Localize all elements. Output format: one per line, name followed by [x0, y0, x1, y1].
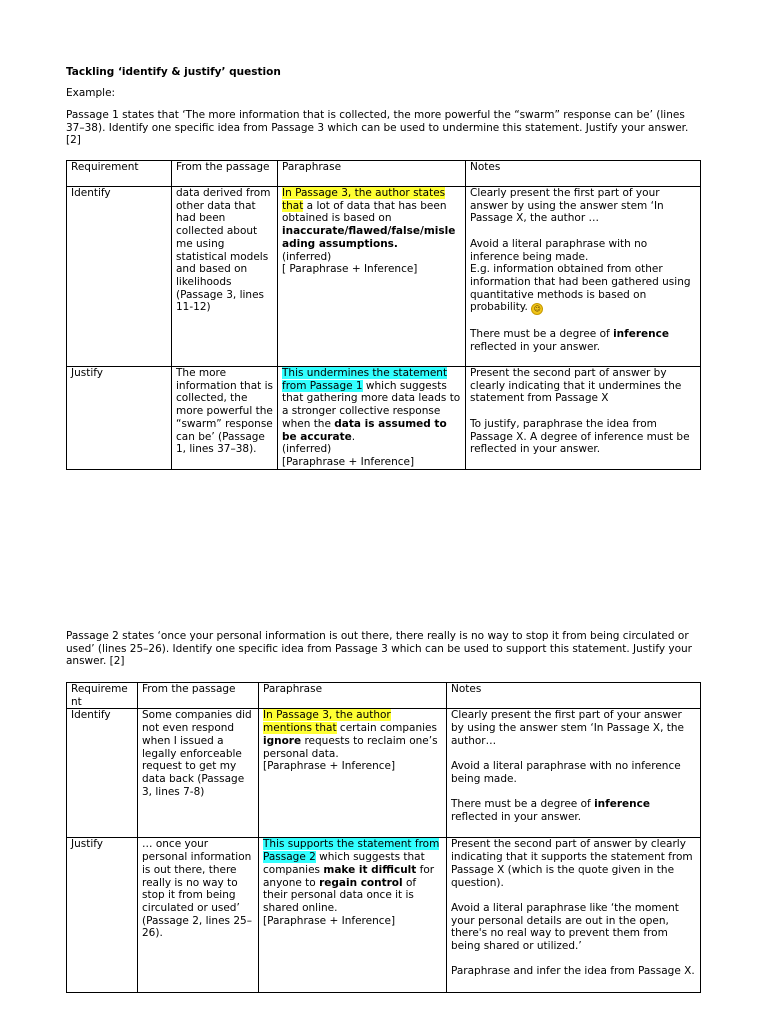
- notes-line: Present the second part of answer by clearly indicating that it undermines the statement from Passage X: [470, 367, 682, 405]
- bold-text: inaccurate/flawed/false/misleading assumptions.: [282, 225, 456, 250]
- notes-line: [451, 798, 696, 823]
- notes-text: reflected in your answer.: [451, 811, 582, 823]
- table-row-identify: [67, 187, 701, 367]
- page-title: Tackling ‘identify & justify’ question: [66, 66, 281, 78]
- notes-cell: [466, 367, 701, 470]
- bold-text: inference: [613, 328, 669, 340]
- requirement-cell: Identify: [67, 187, 172, 367]
- table-header-row: [67, 683, 701, 709]
- notes-line: Avoid a literal paraphrase with no inference being made.: [451, 760, 681, 785]
- paraphrase-text: of their personal data once it is shared online.: [263, 876, 417, 914]
- notes-line: Clearly present the first part of your answer by using the answer stem ‘In Passage X, the author …: [470, 187, 664, 225]
- from-passage-cell: The more information that is collected, the more powerful the “swarm” response can be’ (Passage 1, lines 37–38).: [172, 367, 278, 470]
- notes-cell: [466, 187, 701, 367]
- notes-line: Present the second part of answer by clearly indicating that it supports the statement from Passage X (which is the quote given in the question).: [451, 838, 693, 889]
- notes-cell: [447, 838, 701, 993]
- from-passage-cell: Some companies did not even respond when I issued a legally enforceable request to get my data back (Passage 3, lines 7-8): [138, 709, 259, 838]
- paraphrase-text: for anyone to: [263, 863, 435, 889]
- paraphrase-tag: [Paraphrase + Inference]: [263, 914, 396, 927]
- paraphrase-tag: [ Paraphrase + Inference]: [282, 263, 418, 276]
- paraphrase-text: certain companies: [336, 722, 437, 735]
- bold-text: data is assumed to be accurate: [282, 417, 447, 443]
- paraphrase-tag: [Paraphrase + Inference]: [263, 760, 396, 773]
- question-1-table: [66, 160, 701, 470]
- requirement-cell: Justify: [67, 367, 172, 470]
- paraphrase-cell: [259, 709, 447, 838]
- notes-line: Paraphrase and infer the idea from Passage X.: [451, 965, 695, 978]
- paraphrase-cell: [278, 367, 466, 470]
- notes-line: Avoid a literal paraphrase like ‘the moment your personal details are out in the open, there's no real way to prevent them from being shared or utilized.’: [451, 901, 679, 953]
- paraphrase-cell: [278, 187, 466, 367]
- paraphrase-tag: [Paraphrase + Inference]: [282, 455, 415, 468]
- bold-text: inference: [594, 798, 650, 811]
- notes-example: E.g. information obtained from other information that had been gathered using quantitative methods is based on probability.: [470, 263, 691, 314]
- notes-text: There must be a degree of: [451, 798, 595, 811]
- table-row-justify: [67, 838, 701, 993]
- notes-line: [470, 328, 696, 353]
- smiley-face-icon: ☺: [531, 303, 543, 315]
- paraphrase-cell: [259, 838, 447, 993]
- bold-text: make it difficult: [323, 863, 417, 876]
- highlighted-text: This supports the statement from Passage 2: [263, 838, 440, 864]
- header-paraphrase: Paraphrase: [278, 161, 466, 187]
- notes-line: Clearly present the first part of your answer by using the answer stem ‘In Passage X, the author…: [451, 709, 685, 747]
- highlighted-text: In Passage 3, the author states that: [282, 187, 446, 212]
- table-row-identify: [67, 709, 701, 838]
- notes-text: There must be a degree of: [470, 328, 614, 340]
- question-2-prompt: Passage 2 states ‘once your personal information is out there, there really is no way to stop it from being circulated or used’ (lines 25–26). Identify one specific idea from Passage 3 which can be used to support this statement. Justify your answer. [2]: [66, 630, 692, 668]
- notes-line: [470, 263, 696, 315]
- highlighted-text: This undermines the statement from Passage 1: [282, 367, 448, 392]
- example-label: Example:: [66, 87, 116, 99]
- bold-text: regain control: [319, 876, 403, 889]
- question-2-table: [66, 682, 701, 993]
- from-passage-cell: … once your personal information is out there, there really is no way to stop it from being circulated or used’ (Passage 2, lines 25–26).: [138, 838, 259, 993]
- highlighted-text: In Passage 3, the author mentions that: [263, 709, 391, 735]
- header-requirement: Requirement: [67, 161, 172, 187]
- paraphrase-text: .: [351, 430, 356, 443]
- header-requirement: Requirement: [67, 683, 138, 709]
- table-header-row: [67, 161, 701, 187]
- notes-line: To justify, paraphrase the idea from Passage X. A degree of inference must be reflected in your answer.: [470, 417, 690, 456]
- table-row-justify: [67, 367, 701, 470]
- from-passage-cell: data derived from other data that had been collected about me using statistical models and based on likelihoods (Passage 3, lines 11-12): [172, 187, 278, 367]
- header-notes: Notes: [466, 161, 701, 187]
- notes-line: Avoid a literal paraphrase with no inference being made.: [470, 237, 648, 263]
- paraphrase-text: requests to reclaim one’s personal data.: [263, 734, 438, 760]
- requirement-cell: Identify: [67, 709, 138, 838]
- header-notes: Notes: [447, 683, 701, 709]
- requirement-cell: Justify: [67, 838, 138, 993]
- header-from-passage: From the passage: [138, 683, 259, 709]
- notes-text: reflected in your answer.: [470, 340, 601, 353]
- bold-text: ignore: [263, 734, 302, 747]
- question-1-prompt: Passage 1 states that ‘The more information that is collected, the more powerful the “swarm” response can be’ (lines 37–38). Identify one specific idea from Passage 3 which can be used to undermine this statement. Justify your answer. [2]: [66, 109, 689, 147]
- header-from-passage: From the passage: [172, 161, 278, 187]
- paraphrase-text: which suggests that companies: [263, 851, 425, 876]
- paraphrase-text: which suggests that gathering more data leads to a stronger collective response when the: [282, 379, 461, 430]
- inferred-note: (inferred): [282, 443, 332, 456]
- paraphrase-text: a lot of data that has been obtained is based on: [282, 199, 447, 225]
- header-paraphrase: Paraphrase: [259, 683, 447, 709]
- inferred-note: (inferred): [282, 250, 332, 263]
- notes-cell: [447, 709, 701, 838]
